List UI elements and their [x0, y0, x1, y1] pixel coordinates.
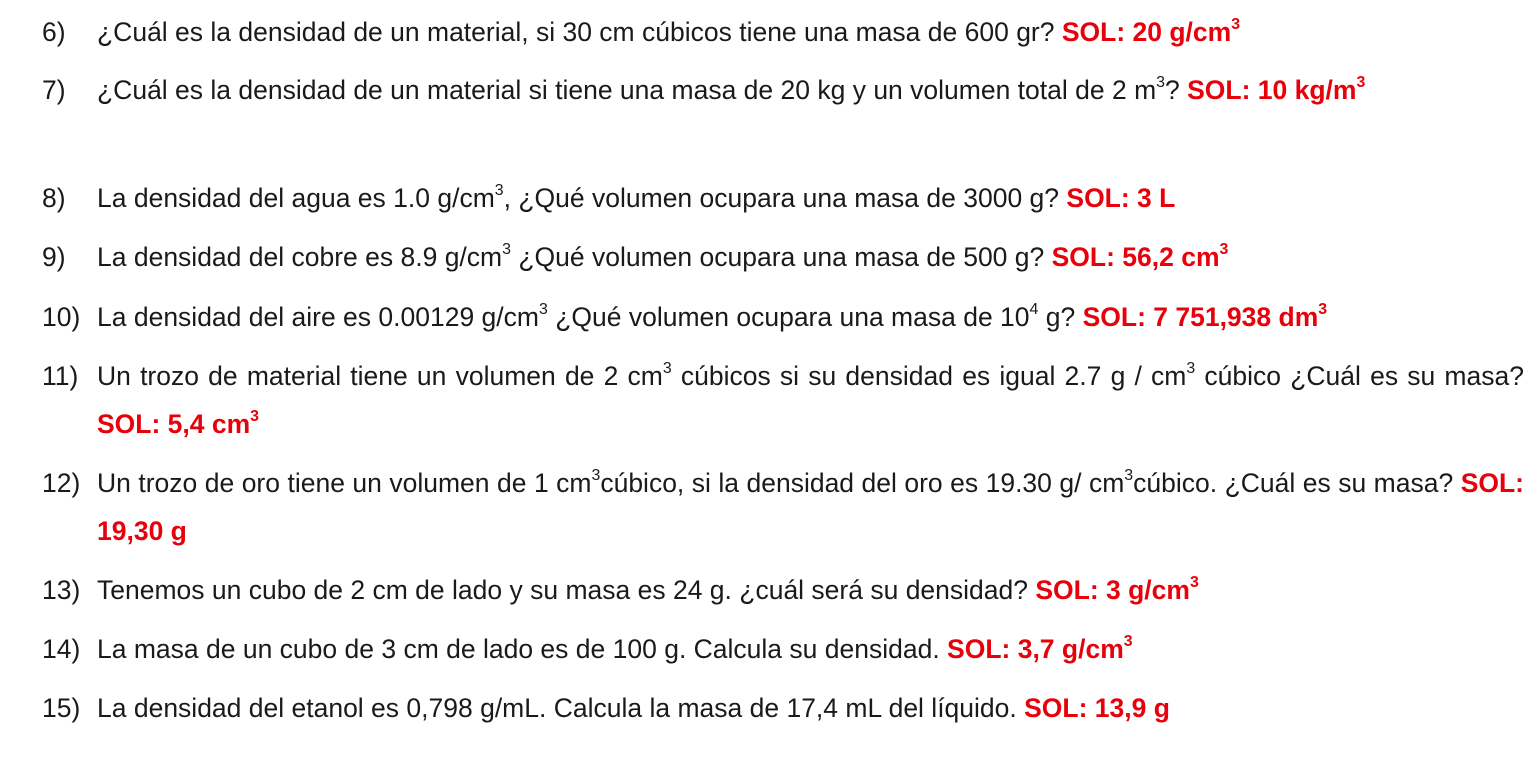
solution-exponent: 3: [1219, 241, 1229, 259]
question-text: La densidad del cobre es 8.9 g/cm: [97, 242, 503, 272]
solution-text: SOL: 3 L: [1066, 183, 1176, 213]
problem-text: [97, 566, 1524, 614]
solution-exponent: 3: [1231, 16, 1241, 34]
problem-text: [97, 66, 1524, 114]
solution-exponent: 3: [250, 408, 260, 426]
question-text: g?: [1038, 302, 1083, 332]
problem-number: 14): [42, 634, 81, 664]
question-text: ¿Cuál es la densidad de un material si tiene una masa de 20 kg y un volumen total de 2 m: [97, 75, 1157, 105]
exponent: 3: [591, 467, 601, 485]
problem-number: 15): [42, 693, 81, 723]
problem-number: 10): [42, 302, 81, 332]
solution-text: SOL: 7 751,938 dm: [1082, 302, 1319, 332]
solution-text: SOL: 13,9 g: [1024, 693, 1170, 723]
question-text: cúbico. ¿Cuál es su masa?: [1133, 468, 1461, 498]
problem-item: [42, 566, 1524, 614]
problem-number: 7): [42, 75, 66, 105]
question-text: ¿Qué volumen ocupara una masa de 500 g?: [510, 242, 1052, 272]
solution-text: SOL: 20 g/cm: [1061, 17, 1232, 47]
solution-text: SOL: 56,2 cm: [1051, 242, 1220, 272]
question-text: ?: [1165, 75, 1188, 105]
problem-item: [42, 66, 1524, 114]
exponent: 3: [1186, 360, 1196, 378]
solution-exponent: 3: [1356, 74, 1366, 92]
problem-text: [97, 459, 1524, 555]
question-text: Tenemos un cubo de 2 cm de lado y su masa es 24 g. ¿cuál será su densidad?: [97, 575, 1036, 605]
question-text: cúbicos si su densidad es igual 2.7 g / cm: [671, 361, 1187, 391]
problem-text: [97, 625, 1524, 673]
solution-text: SOL: 10 kg/m: [1187, 75, 1357, 105]
solution-text: SOL: 3 g/cm: [1035, 575, 1190, 605]
solution-text: SOL: 3,7 g/cm: [947, 634, 1124, 664]
question-text: , ¿Qué volumen ocupara una masa de 3000 g?: [503, 183, 1067, 213]
problem-item: [42, 684, 1524, 732]
exponent: 3: [1156, 74, 1165, 92]
problem-number: 12): [42, 468, 81, 498]
problem-text: [97, 174, 1524, 222]
solution-exponent: 3: [1123, 633, 1133, 651]
problem-item: [42, 293, 1524, 341]
solution-exponent: 3: [1318, 301, 1328, 319]
question-text: cúbico, si la densidad del oro es 19.30 g/ cm: [600, 468, 1125, 498]
exponent: 3: [538, 301, 548, 319]
exponent: 3: [502, 241, 511, 259]
problem-number: 8): [42, 183, 66, 213]
exponent: 3: [494, 182, 504, 200]
problem-number: 6): [42, 17, 66, 47]
problem-text: [97, 684, 1524, 732]
problem-item: [42, 625, 1524, 673]
question-text: La densidad del aire es 0.00129 g/cm: [97, 302, 539, 332]
solution-text: SOL: 19,30 g: [97, 468, 1524, 546]
solution-exponent: 3: [1189, 574, 1199, 592]
question-text: Un trozo de material tiene un volumen de 2 cm: [97, 361, 663, 391]
exponent: 4: [1029, 301, 1039, 319]
problem-item: [42, 352, 1524, 448]
question-text: Un trozo de oro tiene un volumen de 1 cm: [97, 468, 592, 498]
problem-item: [42, 459, 1524, 555]
problem-text: [97, 8, 1524, 56]
question-text: cúbico ¿Cuál es su masa?: [1195, 361, 1524, 391]
problem-item: [42, 174, 1524, 222]
problem-item: [42, 8, 1524, 56]
problem-text: [97, 233, 1524, 281]
solution-text: SOL: 5,4 cm: [97, 409, 251, 439]
question-text: ¿Cuál es la densidad de un material, si 30 cm cúbicos tiene una masa de 600 gr?: [97, 17, 1062, 47]
problem-number: 11): [42, 361, 79, 391]
problem-text: [97, 293, 1524, 341]
problem-item: [42, 233, 1524, 281]
problem-number: 13): [42, 575, 81, 605]
problem-text: [97, 352, 1524, 448]
exponent: 3: [1124, 467, 1134, 485]
question-text: La densidad del agua es 1.0 g/cm: [97, 183, 495, 213]
problem-number: 9): [42, 242, 66, 272]
exponent: 3: [662, 360, 672, 378]
question-text: La densidad del etanol es 0,798 g/mL. Calcula la masa de 17,4 mL del líquido.: [97, 693, 1025, 723]
question-text: ¿Qué volumen ocupara una masa de 10: [547, 302, 1030, 332]
question-text: La masa de un cubo de 3 cm de lado es de 100 g. Calcula su densidad.: [97, 634, 948, 664]
